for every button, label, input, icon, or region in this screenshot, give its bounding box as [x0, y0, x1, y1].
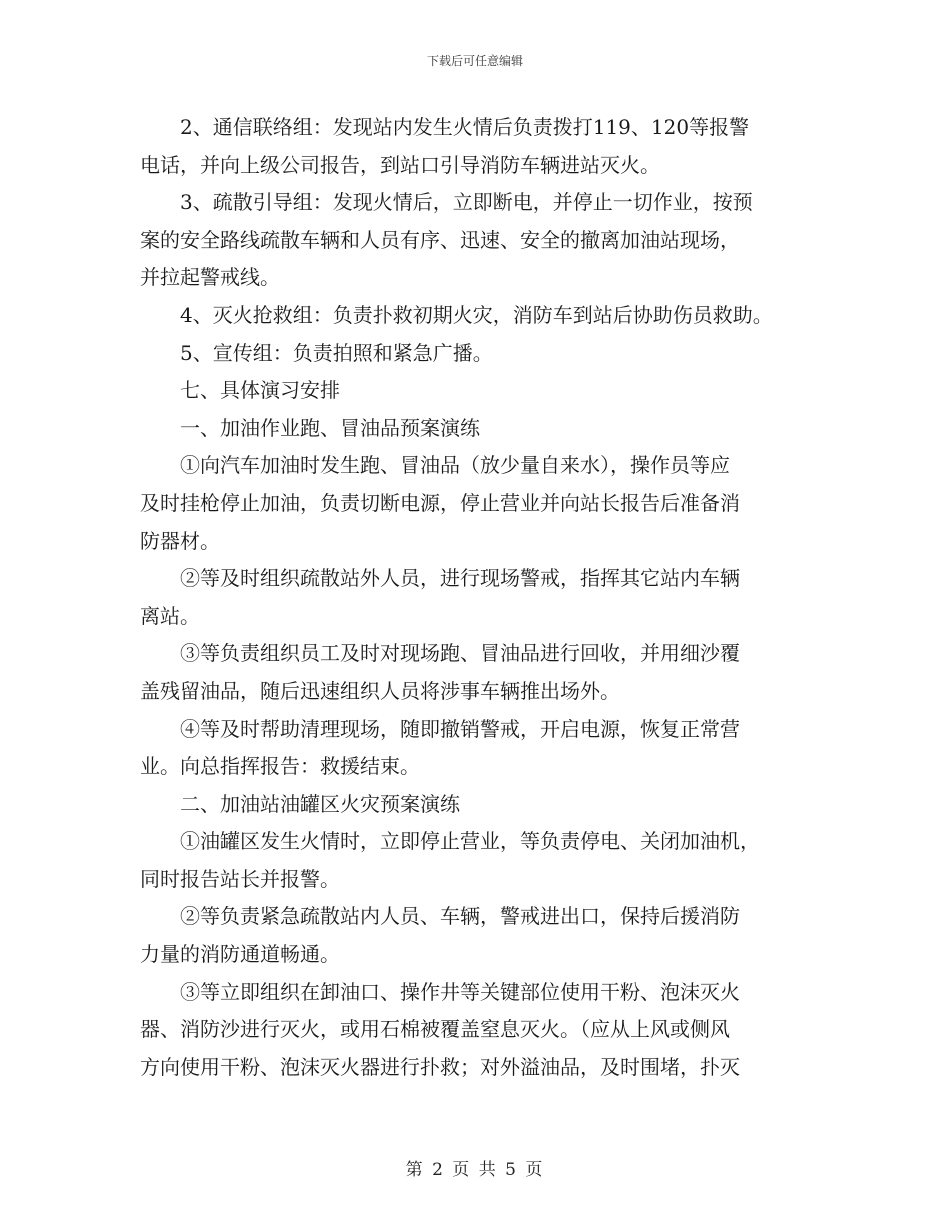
- text-line: 一、加油作业跑、冒油品预案演练: [180, 415, 480, 440]
- text-line: ③等负责组织员工及时对现场跑、冒油品进行回收，并用细沙覆: [180, 641, 740, 666]
- text-line: ③等立即组织在卸油口、操作井等关键部位使用干粉、泡沫灭火: [180, 979, 740, 1004]
- text-line: 及时挂枪停止加油，负责切断电源，停止营业并向站长报告后准备消: [140, 490, 740, 515]
- text-line: 4、灭火抢救组：负责扑救初期火灾，消防车到站后协助伤员救助。: [180, 302, 773, 327]
- section-heading: [140, 410, 830, 448]
- text-line: 电话，并向上级公司报告，到站口引导消防车辆进站灭火。: [140, 152, 660, 177]
- paragraph: [140, 635, 830, 710]
- text-line: 离站。: [140, 603, 200, 628]
- text-line: 器、消防沙进行灭火，或用石棉被覆盖窒息灭火。（应从上风或侧风: [140, 1017, 730, 1042]
- text-line: 2、通信联络组：发现站内发生火情后负责拨打119、120等报警: [180, 115, 750, 139]
- paragraph: [140, 898, 830, 973]
- text-line: ①向汽车加油时发生跑、冒油品（放少量自来水），操作员等应: [180, 453, 730, 478]
- paragraph: [140, 560, 830, 635]
- paragraph: [140, 335, 830, 373]
- text-line: 案的安全路线疏散车辆和人员有序、迅速、安全的撤离加油站现场，: [140, 227, 740, 252]
- paragraph: [140, 711, 830, 786]
- text-line: 七、具体演习安排: [180, 378, 340, 403]
- paragraph: [140, 823, 830, 898]
- text-line: ②等及时组织疏散站外人员，进行现场警戒，指挥其它站内车辆: [180, 566, 740, 591]
- text-line: ②等负责紧急疏散站内人员、车辆，警戒进出口，保持后援消防: [180, 904, 740, 929]
- text-line: 同时报告站长并报警。: [140, 866, 340, 891]
- page-footer: 第 2 页 共 5 页: [405, 1160, 545, 1180]
- text-line: 二、加油站油罐区火灾预案演练: [180, 791, 460, 816]
- paragraph: [140, 109, 830, 184]
- paragraph: [140, 447, 830, 560]
- text-line: ④等及时帮助清理现场，随即撤销警戒，开启电源，恢复正常营: [180, 716, 740, 741]
- text-line: 方向使用干粉、泡沫灭火器进行扑救；对外溢油品，及时围堵，扑灭: [140, 1054, 740, 1079]
- text-line: 盖残留油品，随后迅速组织人员将涉事车辆推出场外。: [140, 678, 620, 703]
- text-line: 3、疏散引导组：发现火情后，立即断电，并停止一切作业，按预: [180, 190, 753, 215]
- paragraph: [140, 184, 830, 297]
- paragraph: [140, 297, 830, 335]
- section-heading: [140, 786, 830, 824]
- text-line: 防器材。: [140, 528, 220, 553]
- text-line: 5、宣传组：负责拍照和紧急广播。: [180, 340, 493, 365]
- text-line: 力量的消防通道畅通。: [140, 942, 340, 967]
- document-body: [140, 109, 830, 1086]
- text-line: 业。向总指挥报告：救援结束。: [140, 754, 420, 779]
- page-header: 下载后可任意编辑: [426, 54, 523, 68]
- text-line: ①油罐区发生火情时，立即停止营业，等负责停电、关闭加油机，: [180, 829, 760, 854]
- paragraph: [140, 974, 830, 1087]
- text-line: 并拉起警戒线。: [140, 265, 280, 290]
- section-heading: [140, 372, 830, 410]
